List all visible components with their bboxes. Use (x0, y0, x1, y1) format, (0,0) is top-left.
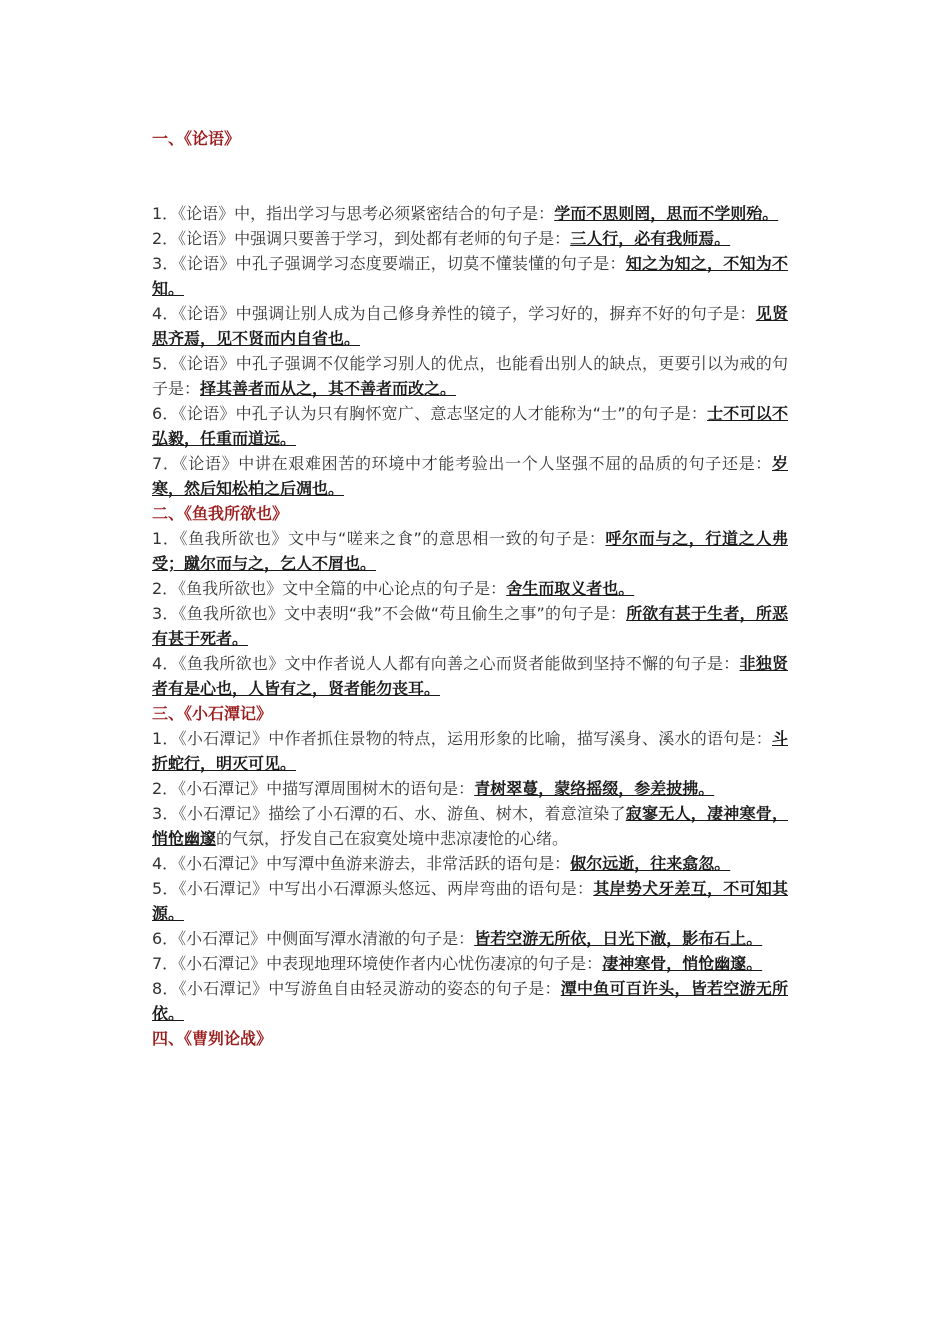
section-heading: 三、《小石潭记》 (152, 704, 273, 723)
list-item (152, 651, 788, 701)
question-text: 2．《小石潭记》中描写潭周围树木的语句是： (152, 779, 475, 798)
list-item (152, 251, 788, 301)
answer-text: 学而不思则罔，思而不学则殆。 (554, 204, 779, 223)
answer-text: 舍生而取义者也。 (506, 579, 635, 598)
document-page (152, 126, 788, 1051)
list-item (152, 351, 788, 401)
answer-text: 所欲有甚于生者，所恶有甚于死者。 (152, 604, 788, 648)
answer-text: 岁寒，然后知松柏之后凋也。 (152, 454, 788, 498)
answer-text: 斗折蛇行，明灭可见。 (152, 729, 788, 773)
list-item (152, 976, 788, 1026)
answer-text: 非独贤者有是心也，人皆有之，贤者能勿丧耳。 (152, 654, 788, 698)
question-text: 8．《小石潭记》中写游鱼自由轻灵游动的姿态的句子是： (152, 979, 561, 998)
question-text: 6．《小石潭记》中侧面写潭水清澈的句子是： (152, 929, 475, 948)
answer-text: 呼尔而与之，行道之人弗受；蹴尔而与之，乞人不屑也。 (152, 529, 788, 573)
list-item (152, 851, 788, 876)
question-text: 3．《鱼我所欲也》文中表明“我”不会做“苟且偷生之事”的句子是： (152, 604, 627, 623)
list-item (152, 451, 788, 501)
section-heading: 一、《论语》 (152, 129, 241, 148)
answer-text: 皆若空游无所依，日光下澈，影布石上。 (474, 929, 763, 948)
question-text: 5．《小石潭记》中写出小石潭源头悠远、两岸弯曲的语句是： (152, 879, 594, 898)
list-item (152, 226, 788, 251)
question-text: 2．《鱼我所欲也》文中全篇的中心论点的句子是： (152, 579, 507, 598)
answer-text: 寂寥无人，凄神寒骨，悄怆幽邃 (152, 804, 788, 848)
answer-text: 其岸势犬牙差互，不可知其源。 (152, 879, 788, 923)
answer-text: 潭中鱼可百许头，皆若空游无所依。 (152, 979, 788, 1023)
list-item (152, 951, 788, 976)
answer-text: 俶尔远逝，往来翕忽。 (570, 854, 731, 873)
section-heading: 四、《曹刿论战》 (152, 1029, 273, 1048)
question-text: 4．《论语》中强调让别人成为自己修身养性的镜子，学习好的，摒弃不好的句子是： (152, 304, 756, 323)
question-text: 7．《小石潭记》中表现地理环境使作者内心忧伤凄凉的句子是： (152, 954, 603, 973)
question-text: 3．《论语》中孔子强调学习态度要端正，切莫不懂装懂的句子是： (152, 254, 626, 273)
list-item (152, 576, 788, 601)
answer-text: 择其善者而从之，其不善者而改之。 (200, 379, 457, 398)
question-text: 4．《小石潭记》中写潭中鱼游来游去，非常活跃的语句是： (152, 854, 571, 873)
question-text: 1．《鱼我所欲也》文中与“嗟来之食”的意思相一致的句子是： (152, 529, 606, 548)
list-item (152, 726, 788, 776)
answer-text: 士不可以不弘毅，任重而道远。 (152, 404, 788, 448)
list-item (152, 801, 788, 851)
question-text: 1．《论语》中，指出学习与思考必须紧密结合的句子是： (152, 204, 555, 223)
section-heading: 二、《鱼我所欲也》 (152, 504, 289, 523)
list-item (152, 926, 788, 951)
list-item (152, 526, 788, 576)
answer-text: 青树翠蔓，蒙络摇缀，参差披拂。 (474, 779, 715, 798)
list-item (152, 776, 788, 801)
list-item (152, 876, 788, 926)
question-text: 4．《鱼我所欲也》文中作者说人人都有向善之心而贤者能做到坚持不懈的句子是： (152, 654, 740, 673)
trailing-text: 的气氛，抒发自己在寂寞处境中悲凉凄怆的心绪。 (216, 829, 569, 848)
list-item (152, 201, 788, 226)
answer-text: 见贤思齐焉，见不贤而内自省也。 (152, 304, 788, 348)
answer-text: 知之为知之，不知为不知。 (152, 254, 788, 298)
answer-text: 三人行，必有我师焉。 (570, 229, 731, 248)
question-text: 7．《论语》中讲在艰难困苦的环境中才能考验出一个人坚强不屈的品质的句子还是： (152, 454, 772, 473)
question-text: 5．《论语》中孔子强调不仅能学习别人的优点，也能看出别人的缺点，更要引以为戒的句子是： (152, 354, 788, 398)
question-text: 6．《论语》中孔子认为只有胸怀宽广、意志坚定的人才能称为“士”的句子是： (152, 404, 708, 423)
list-item (152, 601, 788, 651)
answer-text: 凄神寒骨，悄怆幽邃。 (602, 954, 763, 973)
question-text: 3．《小石潭记》描绘了小石潭的石、水、游鱼、树木，着意渲染了 (152, 804, 626, 823)
question-text: 1．《小石潭记》中作者抓住景物的特点，运用形象的比喻，描写溪身、溪水的语句是： (152, 729, 772, 748)
list-item (152, 301, 788, 351)
list-item (152, 401, 788, 451)
question-text: 2．《论语》中强调只要善于学习，到处都有老师的句子是： (152, 229, 571, 248)
